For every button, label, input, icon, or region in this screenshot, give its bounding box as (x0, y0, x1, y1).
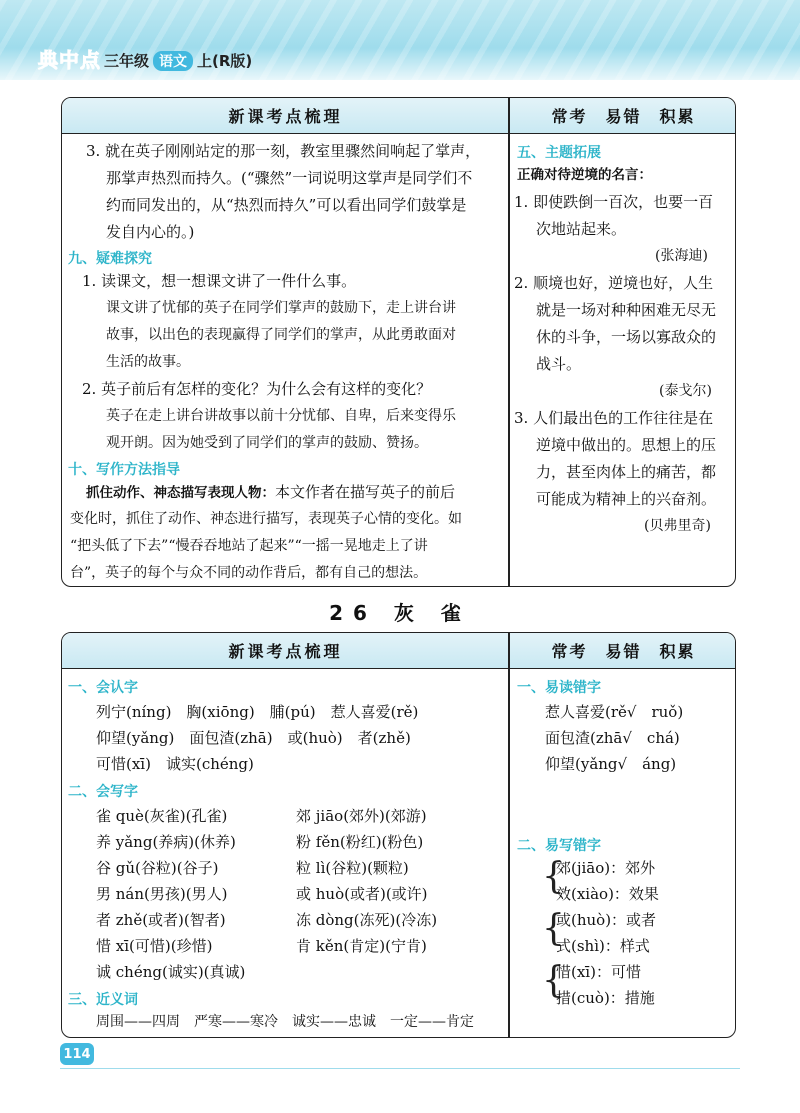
right-heading-2: 二、易写错字 (517, 838, 601, 854)
miswrite-item: 式(shì)：样式 (556, 937, 650, 955)
section-heading-9: 九、疑难探究 (68, 251, 152, 267)
column-divider (508, 633, 510, 1037)
text-line: 生活的故事。 (106, 354, 190, 370)
right-heading-1: 一、易读错字 (517, 680, 601, 696)
char-entry: 男 nán(男孩)(男人) (96, 885, 228, 903)
char-entry: 诚 chéng(诚实)(真诚) (96, 963, 246, 981)
quote-line: 1. 即使跌倒一百次，也要一百 (514, 193, 714, 211)
char-entry: 冻 dòng(冻死)(冷冻) (296, 911, 438, 929)
section-heading-10: 十、写作方法指导 (68, 462, 180, 478)
text-line: 发自内心的。) (106, 223, 195, 241)
text-line: 观开朗。因为她受到了同学们的掌声的鼓励、赞扬。 (106, 435, 428, 451)
char-entry: 粉 fěn(粉红)(粉色) (296, 833, 424, 851)
brand-logo: 典中点 (38, 48, 101, 72)
text-line: 台”，英子的每个与众不同的动作背后，都有自己的想法。 (70, 565, 428, 581)
misread-item: 面包渣(zhā√ chá) (545, 729, 680, 747)
text-line: 1. 读课文，想一想课文讲了一件什么事。 (82, 272, 357, 290)
section-heading-1: 一、会认字 (68, 680, 138, 696)
char-entry: 养 yǎng(养病)(休养) (96, 833, 236, 851)
brace-icon: { (542, 856, 565, 897)
quote-line: 战斗。 (536, 355, 582, 373)
text-line: 列宁(níng) 胸(xiōng) 脯(pú) 惹人喜爱(rě) (96, 703, 419, 721)
top-left-heading: 新课考点梳理 (62, 98, 509, 134)
text-line: 变化时，抓住了动作、神态进行描写，表现英子心情的变化。如 (70, 511, 462, 527)
edition-label: 上(R版) (197, 52, 253, 70)
text-line: 3. 就在英子刚刚站定的那一刻，教室里骤然间响起了掌声， (86, 142, 481, 160)
brace-icon: { (542, 908, 565, 949)
page-number-badge: 114 (60, 1043, 94, 1065)
text-line: 课文讲了忧郁的英子在同学们掌声的鼓励下，走上讲台讲 (106, 300, 456, 316)
column-divider (508, 98, 510, 586)
synonym-line: 周围——四周 严寒——寒冷 诚实——忠诚 一定——肯定 (96, 1014, 474, 1030)
text-line: 仰望(yǎng) 面包渣(zhā) 或(huò) 者(zhě) (96, 729, 411, 747)
quote-line: 次地站起来。 (536, 220, 627, 238)
page-footer-line (60, 1068, 740, 1069)
text-line: 故事，以出色的表现赢得了同学们的掌声，从此勇敢面对 (106, 327, 456, 343)
quote-line: 可能成为精神上的兴奋剂。 (536, 490, 717, 508)
quote-author: (张海迪) (655, 248, 708, 264)
book-info (104, 50, 252, 71)
quote-line: 2. 顺境也好，逆境也好，人生 (514, 274, 714, 292)
miswrite-item: 郊(jiāo)：郊外 (556, 859, 656, 877)
miswrite-item: 或(huò)：或者 (556, 911, 657, 929)
char-entry: 雀 què(灰雀)(孔雀) (96, 807, 228, 825)
misread-item: 仰望(yǎng√ áng) (545, 755, 677, 773)
text-line (86, 479, 455, 507)
section-heading-3: 三、近义词 (68, 992, 138, 1008)
char-entry: 惜 xī(可惜)(珍惜) (96, 937, 213, 955)
text-line: “把头低了下去”“慢吞吞地站了起来”“一摇一晃地走上了讲 (70, 538, 428, 554)
bottom-right-heading: 常考 易错 积累 (509, 633, 736, 669)
lesson-title: 26 灰 雀 (329, 601, 471, 625)
char-entry: 肯 kěn(肯定)(宁肯) (296, 937, 427, 955)
text-line: 2. 英子前后有怎样的变化？为什么会有这样的变化？ (82, 380, 432, 398)
grade-label: 三年级 (104, 52, 150, 70)
quote-title: 正确对待逆境的名言： (517, 167, 652, 183)
quote-author: (贝弗里奇) (644, 518, 711, 534)
miswrite-item: 效(xiào)：效果 (556, 885, 659, 903)
miswrite-item: 措(cuò)：措施 (556, 989, 655, 1007)
brace-icon: { (542, 960, 565, 1001)
text-line: 英子在走上讲台讲故事以前十分忧郁、自卑，后来变得乐 (106, 408, 456, 424)
right-heading-5: 五、主题拓展 (517, 145, 601, 161)
quote-line: 力，甚至肉体上的痛苦，都 (536, 463, 717, 481)
quote-line: 就是一场对种种困难无尽无 (536, 301, 717, 319)
bottom-left-heading: 新课考点梳理 (62, 633, 509, 669)
miswrite-item: 惜(xī)：可惜 (556, 963, 641, 981)
text-line: 约而同发出的，从“热烈而持久”可以看出同学们鼓掌是 (106, 196, 467, 214)
text-line: 可惜(xī) 诚实(chéng) (96, 755, 254, 773)
misread-item: 惹人喜爱(rě√ ruǒ) (545, 703, 684, 721)
char-entry: 谷 gǔ(谷粒)(谷子) (96, 859, 219, 877)
quote-line: 休的斗争，一场以寡敌众的 (536, 328, 717, 346)
quote-author: (泰戈尔) (659, 383, 712, 399)
top-section (61, 97, 736, 587)
char-entry: 郊 jiāo(郊外)(郊游) (296, 807, 427, 825)
section-heading-2: 二、会写字 (68, 784, 138, 800)
bottom-section (61, 632, 736, 1038)
bold-lead: 抓住动作、神态描写表现人物： (86, 485, 275, 501)
char-entry: 粒 lì(谷粒)(颗粒) (296, 859, 409, 877)
char-entry: 者 zhě(或者)(智者) (96, 911, 226, 929)
text-fragment: 本文作者在描写英子的前后 (275, 483, 456, 501)
text-line: 那掌声热烈而持久。(“骤然”一词说明这掌声是同学们不 (106, 169, 473, 187)
quote-line: 3. 人们最出色的工作往往是在 (514, 409, 714, 427)
subject-badge: 语文 (153, 51, 193, 71)
char-entry: 或 huò(或者)(或许) (296, 885, 428, 903)
quote-line: 逆境中做出的。思想上的压 (536, 436, 717, 454)
top-right-heading: 常考 易错 积累 (509, 98, 736, 134)
